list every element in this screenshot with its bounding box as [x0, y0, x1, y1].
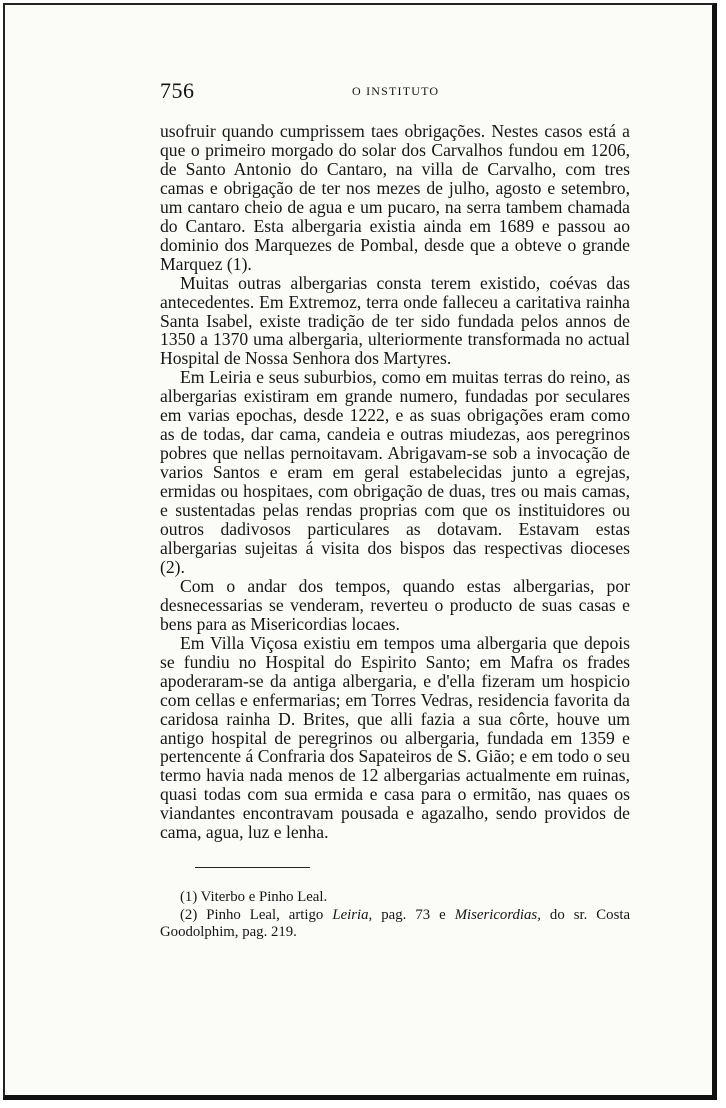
running-title: O INSTITUTO: [352, 84, 440, 98]
footnote-2-work-misericordias: Misericordias,: [454, 906, 541, 923]
page-header: [160, 78, 630, 106]
page-number: 756: [160, 78, 195, 103]
footnote-2-work-leiria: Leiria,: [332, 906, 373, 923]
paragraph-1: usofruir quando cumprissem taes obrigações. Nestes casos está a que o primeiro morgado do solar dos Carvalhos fundou em 1206, de Santo Antonio do Cantaro, na villa de Carvalho, com tres camas e obrigação de ter nos mezes de julho, agosto e setembro, um cantaro cheio de agua e um pucaro, na serra tambem chamada do Cantaro. Esta albergaria existia ainda em 1689 e passou ao dominio dos Marquezes de Pombal, desde que a obteve o grande Marquez (1).: [160, 121, 630, 274]
footnote-1: (1) Viterbo e Pinho Leal.: [180, 889, 328, 905]
footnote-2-suffix: do sr. Costa Goodolphim, pag. 219.: [160, 906, 631, 940]
footnote-2-prefix: (2) Pinho Leal, artigo: [180, 906, 333, 923]
body-text: [160, 122, 630, 842]
paragraph-2: Muitas outras albergarias consta terem existido, coévas das antecedentes. Em Extremoz, terra onde falleceu a caritativa rainha Santa Isabel, existe tradição de ter sido fundada pelos annos de 1350 a 1370 uma albergaria, ulteriormente transformada no actual Hospital de Nossa Senhora dos Martyres.: [160, 272, 630, 369]
footnote-2: [160, 907, 630, 942]
footnote-2-mid: pag. 73 e: [372, 906, 455, 923]
footnotes: [160, 889, 630, 942]
paragraph-4: Com o andar dos tempos, quando estas albergarias, por desnecessarias se venderam, reverteu o producto de suas casas e bens para as Misericordias locaes.: [160, 575, 630, 634]
paragraph-3: Em Leiria e seus suburbios, como em muitas terras do reino, as albergarias existiram em grande numero, fundadas por seculares em varias epochas, desde 1222, e as suas obrigações eram como as de todas, dar cama, candeia e outras miudezas, aos peregrinos pobres que nellas pernoitavam. Abrigavam-se sob a invocação de varios Santos e eram em geral estabelecidas junto a egrejas, ermidas ou hospitaes, com obrigação de duas, tres ou mais camas, e sustentadas pelas rendas proprias com que os instituidores ou outros dadivosos particulares as dotavam. Estavam estas albergarias sujeitas á visita dos bispos das respectivas dioceses (2).: [160, 367, 630, 577]
paragraph-5: Em Villa Viçosa existiu em tempos uma albergaria que depois se fundiu no Hospital do Espirito Santo; em Mafra os frades apoderaram-se da antiga albergaria, e d'ella fizeram um hospicio com cellas e enfermarias; em Torres Vedras, residencia favorita da caridosa rainha D. Brites, que alli fazia a sua côrte, houve um antigo hospital de peregrinos ou albergaria, fundada em 1359 e pertencente á Confraria dos Sapateiros de S. Gião; e em todo o seu termo havia nada menos de 12 albergarias actualmente em ruinas, quasi todas com sua ermida e casa para o ermitão, nas quaes os viandantes encontravam pousada e agazalho, sendo providos de cama, agua, luz e lenha.: [160, 632, 630, 843]
footnote-divider: [195, 867, 310, 868]
